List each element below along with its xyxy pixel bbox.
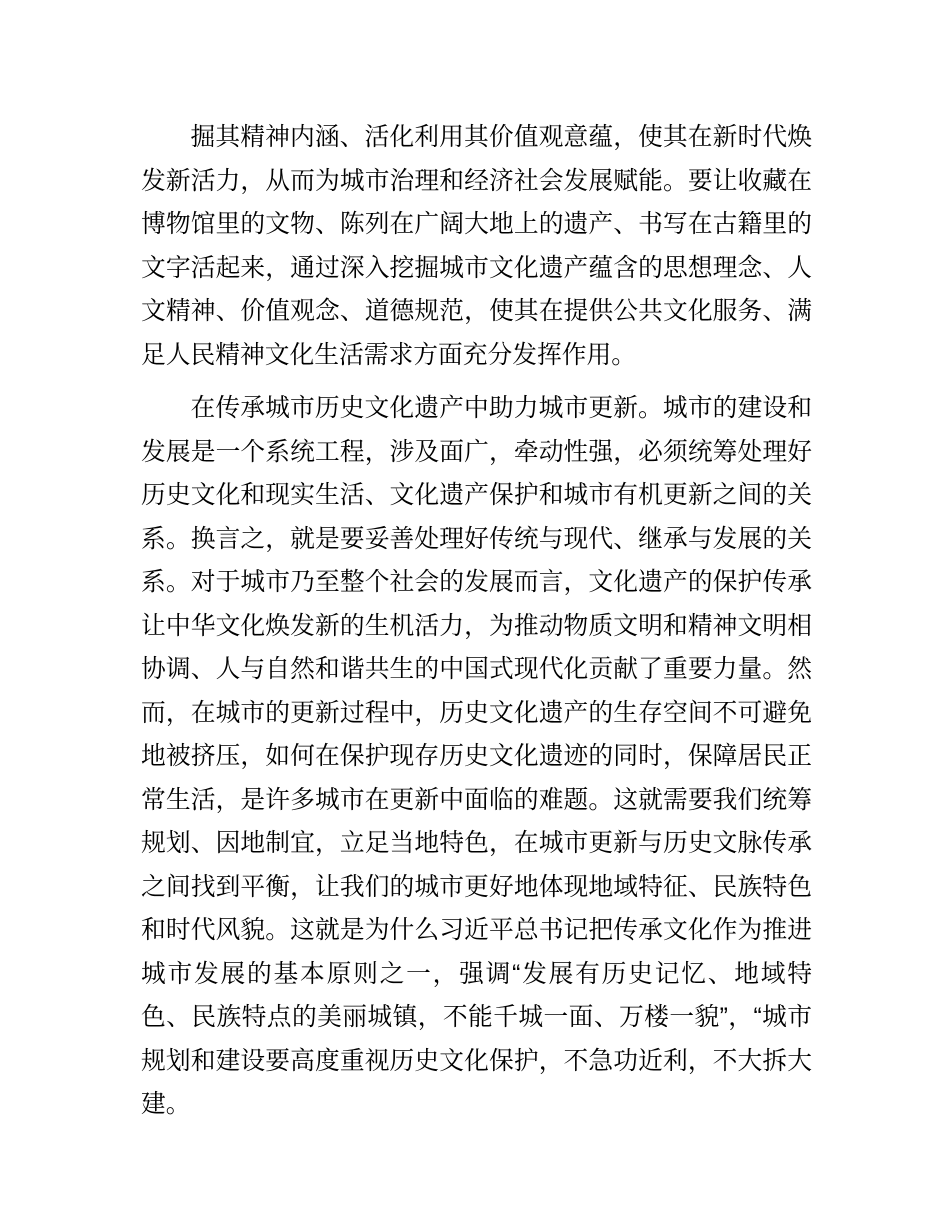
paragraph: 掘其精神内涵、活化利用其价值观意蕴，使其在新时代焕发新活力，从而为城市治理和经济社会发展赋能。要让收藏在博物馆里的文物、陈列在广阔大地上的遗产、书写在古籍里的文字活起来，通过深入挖掘城市文化遗产蕴含的思想理念、人文精神、价值观念、道德规范，使其在提供公共文化服务、满足人民精神文化生活需求方面充分发挥作用。 <box>141 124 812 369</box>
paragraph: 在传承城市历史文化遗产中助力城市更新。城市的建设和发展是一个系统工程，涉及面广，牵动性强，必须统筹处理好历史文化和现实生活、文化遗产保护和城市有机更新之间的关系。换言之，就是要妥善处理好传统与现代、继承与发展的关系。对于城市乃至整个社会的发展而言，文化遗产的保护传承让中华文化焕发新的生机活力，为推动物质文明和精神文明相协调、人与自然和谐共生的中国式现代化贡献了重要力量。然而，在城市的更新过程中，历史文化遗产的生存空间不可避免地被挤压，如何在保护现存历史文化遗迹的同时，保障居民正常生活，是许多城市在更新中面临的难题。这就需要我们统筹规划、因地制宜，立足当地特色，在城市更新与历史文脉传承之间找到平衡，让我们的城市更好地体现地域特征、民族特色和时代风貌。这就是为什么习近平总书记把传承文化作为推进城市发展的基本原则之一，强调“发展有历史记忆、地域特色、民族特点的美丽城镇，不能千城一面、万楼一貌”，“城市规划和建设要高度重视历史文化保护，不急功近利，不大拆大建。 <box>141 395 812 1118</box>
document-text-block <box>141 116 812 1127</box>
